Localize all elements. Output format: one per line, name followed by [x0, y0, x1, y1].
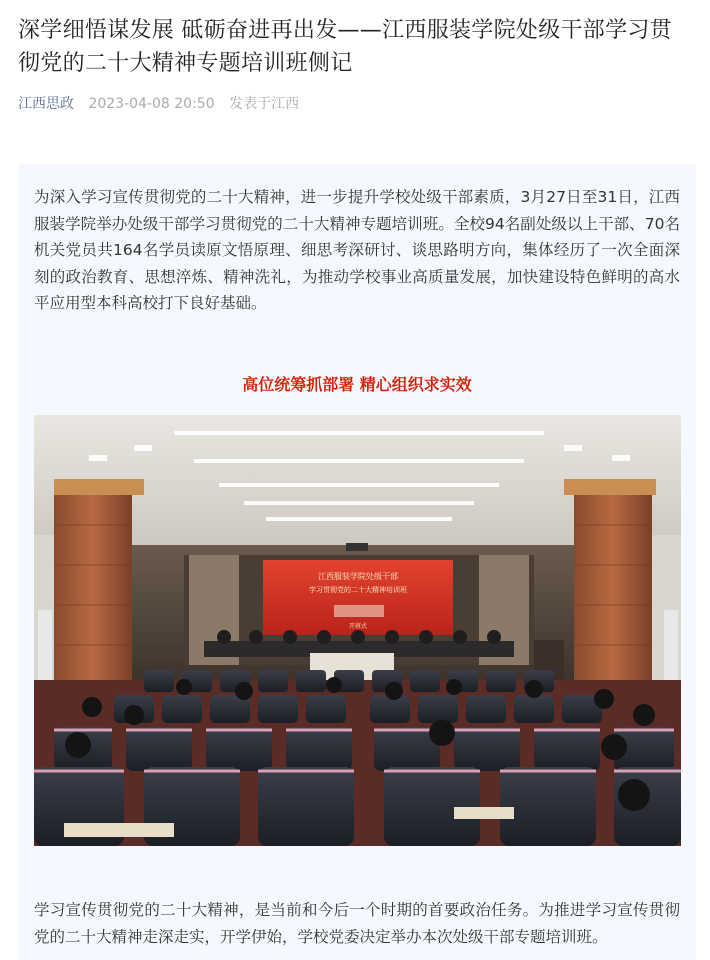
- article-paragraph-2: 学习宣传贯彻党的二十大精神，是当前和今后一个时期的首要政治任务。为推进学习宣传贯彻党的二十大精神走深走实，开学伊始，学校党委决定举办本次处级干部专题培训班。: [34, 901, 680, 946]
- meeting-photo[interactable]: [34, 415, 681, 846]
- publish-location: 发表于江西: [229, 96, 300, 112]
- screen-text-line3: 开班式: [348, 623, 368, 630]
- article-meta: [18, 94, 692, 114]
- article-paragraph-1: 为深入学习宣传贯彻党的二十大精神，进一步提升学校处级干部素质，3月27日至31日，江西服装学院举办处级干部学习贯彻党的二十大精神专题培训班。全校94名副处级以上干部、70名机关党员共164名学员读原文悟原理、细思考深研讨、谈思路明方向，集体经历了一次全面深刻的政治教育、思想淬炼、精神洗礼，为推动学校事业高质量发展，加快建设特色鲜明的高水平应用型本科高校打下良好基础。: [34, 188, 680, 312]
- section-heading: 高位统筹抓部署 精心组织求实效: [242, 375, 472, 394]
- article-body: [18, 164, 696, 960]
- screen-text-line2: 学习贯彻党的二十大精神培训班: [309, 586, 407, 594]
- article-header: [0, 0, 710, 114]
- author-link[interactable]: 江西思政: [18, 96, 74, 112]
- screen-text-line1: 江西服装学院处级干部: [318, 572, 398, 581]
- article-title: 深学细悟谋发展 砥砺奋进再出发——江西服装学院处级干部学习贯彻党的二十大精神专题培训班侧记: [18, 18, 672, 76]
- publish-time: 2023-04-08 20:50: [88, 96, 215, 112]
